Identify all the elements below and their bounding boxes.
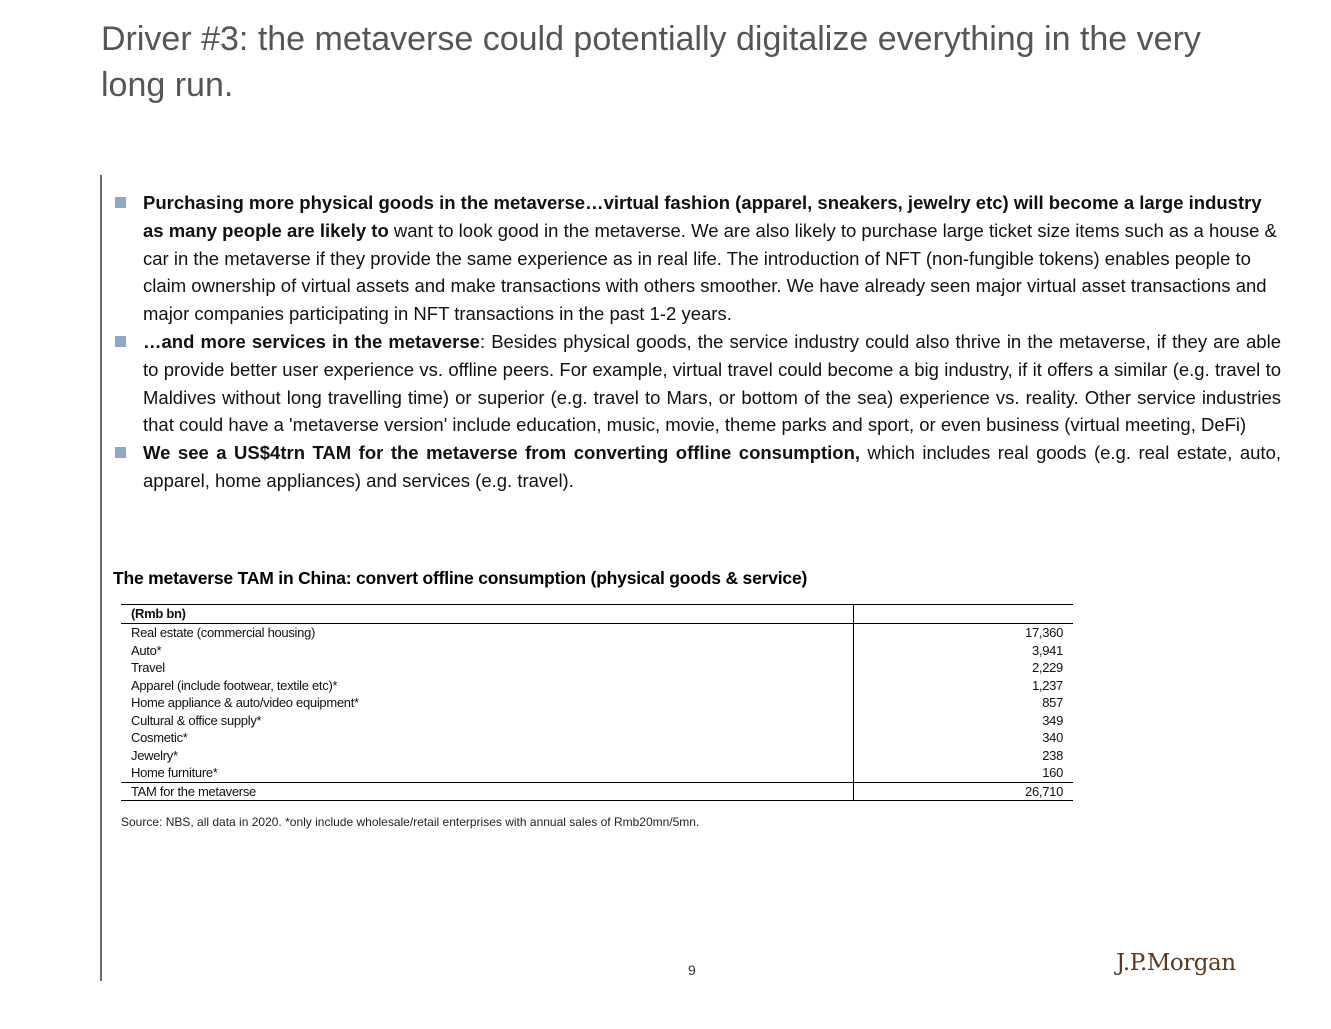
table-title: The metaverse TAM in China: convert offline consumption (physical goods & service) <box>113 568 808 588</box>
bullet-item-services <box>113 328 1281 439</box>
row-label: Cosmetic* <box>131 730 188 745</box>
total-label: TAM for the metaverse <box>121 782 854 801</box>
bullet-text: which includes real goods (e.g. real estate, auto, apparel, home appliances) and services (e.g. travel). <box>143 442 1281 491</box>
bullet-item-physical-goods <box>113 189 1281 328</box>
row-label: Home appliance & auto/video equipment* <box>131 695 359 710</box>
row-value: 2,229 <box>854 659 1074 677</box>
bullet-bold-text: We see a US$4trn TAM for the metaverse from converting offline consumption, <box>143 442 861 464</box>
page-number: 9 <box>688 962 696 978</box>
table-row <box>121 642 1073 660</box>
table-row <box>121 659 1073 677</box>
row-label: Home furniture* <box>131 765 218 780</box>
row-value: 3,941 <box>854 642 1074 660</box>
total-value: 26,710 <box>854 782 1074 801</box>
row-value: 17,360 <box>854 624 1074 642</box>
table-source-note: Source: NBS, all data in 2020. *only include wholesale/retail enterprises with annual sales of Rmb20mn/5mn. <box>121 815 700 829</box>
jpmorgan-logo: J.P.Morgan <box>1116 950 1236 976</box>
row-value: 857 <box>854 694 1074 712</box>
row-value: 160 <box>854 764 1074 782</box>
bullet-text: want to look good in the metaverse. We are also likely to purchase large ticket size items such as a house & car in the metaverse if they provide the same experience as in real life. The introduction of NFT (non-fungible tokens) enables people to claim ownership of virtual assets and make transactions with others smoother. We have already seen major virtual asset transactions and major companies participating in NFT transactions in the past 1-2 years. <box>143 219 1277 325</box>
row-value: 349 <box>854 712 1074 730</box>
row-label: Travel <box>131 660 165 675</box>
row-label: Cultural & office supply* <box>131 712 262 728</box>
table-row <box>121 729 1073 747</box>
left-divider <box>100 175 102 981</box>
row-label: Jewelry* <box>131 747 178 763</box>
row-value: 238 <box>854 747 1074 765</box>
table-row <box>121 712 1073 730</box>
square-bullet-icon <box>115 447 126 458</box>
table-header-value <box>854 605 1074 624</box>
table-row <box>121 764 1073 782</box>
table-header-unit: (Rmb bn) <box>121 605 854 624</box>
square-bullet-icon <box>115 336 126 347</box>
bullet-item-tam <box>113 439 1281 495</box>
tam-table <box>121 604 1073 801</box>
table-row <box>121 694 1073 712</box>
table-header-row <box>121 605 1073 624</box>
row-label: Apparel (include footwear, textile etc)* <box>131 677 338 693</box>
row-label: Auto* <box>131 642 162 658</box>
bullet-text: : Besides physical goods, the service industry could also thrive in the metaverse, if they are able to provide better user experience vs. offline peers. For example, virtual travel could become a big industry, if it offers a similar (e.g. travel to Maldives without long travelling time) or superior (e.g. travel to Mars, or bottom of the sea) experience vs. reality. Other service industries that could have a 'metaverse version' include education, music, movie, theme parks and sport, or even business (virtual meeting, DeFi) <box>143 330 1281 436</box>
row-label: Real estate (commercial housing) <box>131 625 316 640</box>
row-value: 1,237 <box>854 677 1074 695</box>
bullet-bold-text: …and more services in the metaverse <box>143 330 480 352</box>
bullet-bold-text: Purchasing more physical goods in the metaverse…virtual fashion (apparel, sneakers, jewelry etc) will become a large industry as many people are likely to <box>143 192 1262 241</box>
bullet-list <box>113 189 1281 495</box>
page-title: Driver #3: the metaverse could potentially digitalize everything in the very long run. <box>101 20 1201 104</box>
table-total-row <box>121 782 1073 801</box>
table-row <box>121 624 1073 642</box>
table-row <box>121 747 1073 765</box>
table-row <box>121 677 1073 695</box>
row-value: 340 <box>854 729 1074 747</box>
square-bullet-icon <box>115 197 126 208</box>
